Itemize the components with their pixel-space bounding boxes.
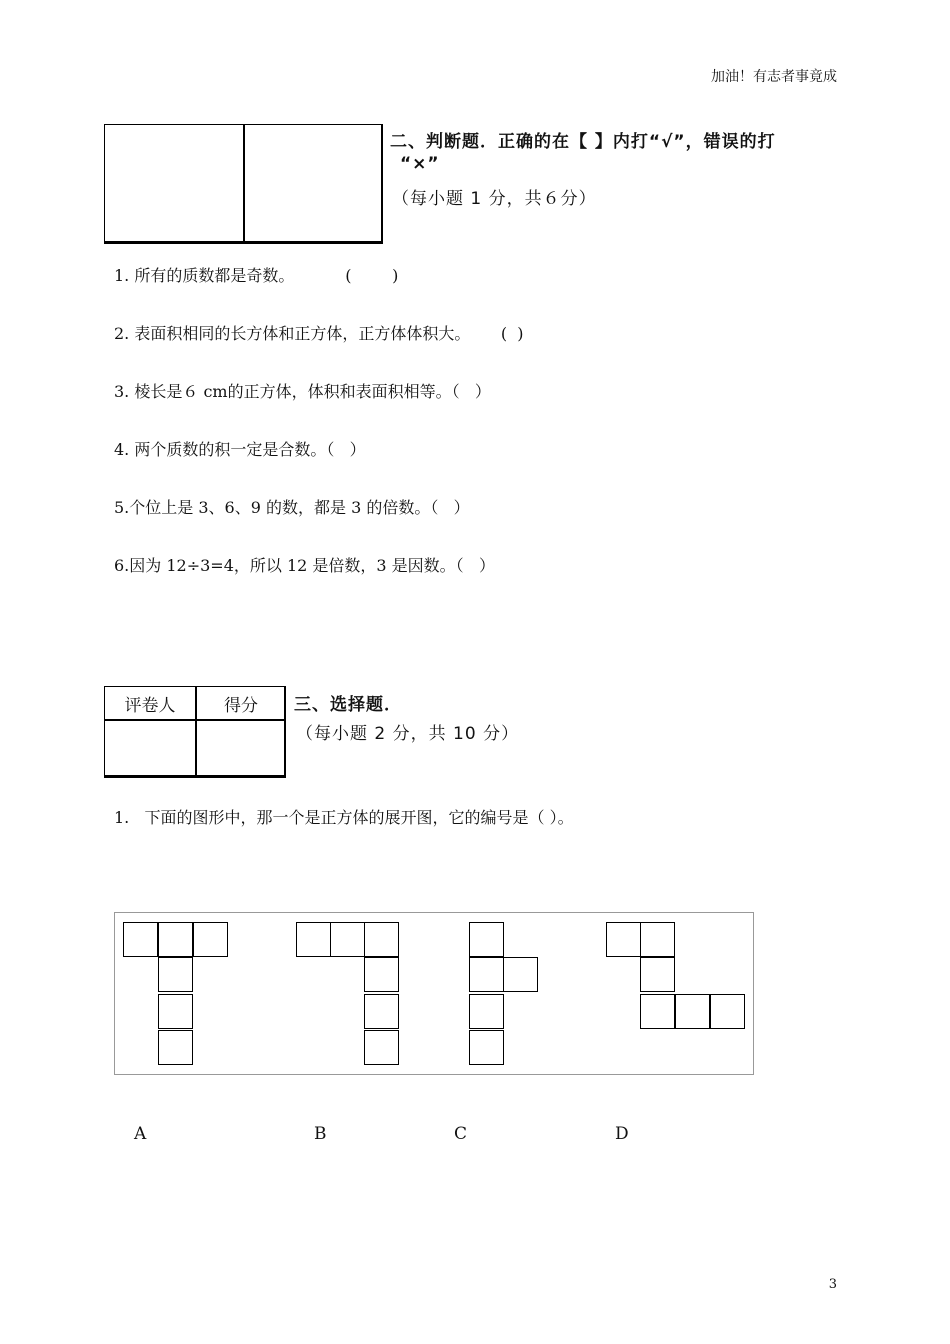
net-square xyxy=(364,957,399,992)
judge-question-2: 2. 表面积相同的长方体和正方体，正方体体积大。 ( ) xyxy=(114,324,524,343)
net-square xyxy=(330,922,365,957)
net-square xyxy=(158,957,193,992)
option-c-label: C xyxy=(454,1124,468,1144)
section3-title: 三、选择题． xyxy=(294,695,402,715)
net-square xyxy=(364,1030,399,1065)
net-square xyxy=(675,994,710,1029)
choice-question-1: 1. 下面的图形中，那一个是正方体的展开图，它的编号是（ ）。 xyxy=(114,808,574,827)
net-square xyxy=(296,922,331,957)
judge-question-4: 4. 两个质数的积一定是合数。（ ） xyxy=(114,440,366,459)
judge-question-3: 3. 棱长是６ cm的正方体，体积和表面积相等。（ ） xyxy=(114,382,491,401)
net-square xyxy=(469,957,504,992)
score-box-header-line xyxy=(105,719,284,721)
net-square xyxy=(469,922,504,957)
grader-label: 评卷人 xyxy=(124,696,176,716)
section2-subtitle: （每小题 1 分，共６分） xyxy=(392,189,597,209)
net-square xyxy=(469,1030,504,1065)
net-square xyxy=(640,922,675,957)
net-square xyxy=(364,922,399,957)
net-square xyxy=(158,994,193,1029)
judge-question-1: 1. 所有的质数都是奇数。 ( ) xyxy=(114,266,399,285)
net-square xyxy=(503,957,538,992)
net-square xyxy=(469,994,504,1029)
net-square xyxy=(158,922,193,957)
option-d-label: D xyxy=(615,1124,629,1144)
option-a-label: A xyxy=(134,1124,147,1144)
net-square xyxy=(193,922,228,957)
score-box-divider xyxy=(195,687,197,775)
page-number: 3 xyxy=(828,1277,837,1292)
score-box-section2 xyxy=(104,124,383,244)
net-square xyxy=(123,922,158,957)
score-label: 得分 xyxy=(224,696,258,716)
net-square xyxy=(364,994,399,1029)
net-square xyxy=(710,994,745,1029)
section2-title: 二、判断题．正确的在【 】内打“√”，错误的打 xyxy=(390,132,776,152)
score-box-divider xyxy=(243,125,245,241)
net-square xyxy=(640,994,675,1029)
net-square xyxy=(158,1030,193,1065)
score-box-section3 xyxy=(104,686,286,778)
cube-nets-figure xyxy=(114,912,754,1075)
option-b-label: B xyxy=(314,1124,327,1144)
judge-question-6: 6.因为 12÷3=4，所以 12 是倍数，3 是因数。（ ） xyxy=(114,556,495,575)
net-square xyxy=(606,922,641,957)
header-motto: 加油！有志者事竟成 xyxy=(711,69,837,85)
section2-title-cont: “×” xyxy=(400,154,440,174)
judge-question-5: 5.个位上是 3、6、9 的数，都是 3 的倍数。（ ） xyxy=(114,498,470,517)
section3-subtitle: （每小题 2 分，共 10 分） xyxy=(296,724,520,744)
net-square xyxy=(640,957,675,992)
